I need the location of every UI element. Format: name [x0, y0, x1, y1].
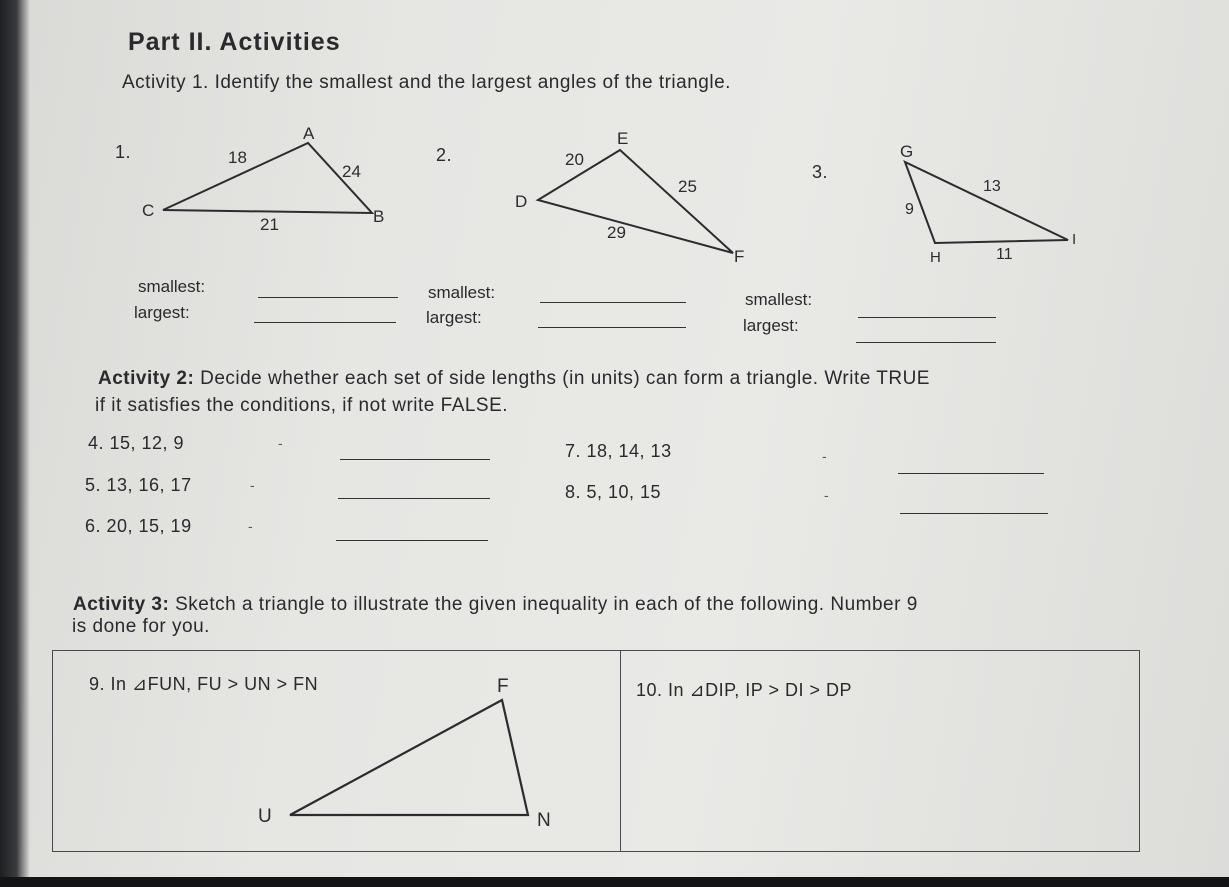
- triangle-fun-vertex-f: F: [497, 676, 509, 697]
- activity2-item-8: 8. 5, 10, 15: [565, 482, 662, 502]
- triangle-2-side-de: 20: [565, 150, 584, 169]
- triangle-2-side-df: 29: [607, 223, 626, 242]
- triangle-2-largest-label: largest:: [426, 308, 482, 327]
- triangle-1-vertex-a: A: [303, 124, 315, 143]
- triangle-3-side-hi: 11: [996, 246, 1013, 263]
- triangle-fun-vertex-n: N: [537, 810, 551, 831]
- triangle-3-vertex-g: G: [900, 142, 914, 161]
- item-10-sketch-area[interactable]: [640, 710, 1130, 840]
- triangle-1-vertex-c: C: [142, 201, 155, 220]
- triangle-3-number: 3.: [812, 162, 829, 182]
- part-title: Part II. Activities: [128, 28, 341, 56]
- triangle-1-vertex-b: B: [373, 207, 385, 226]
- page-shadow-bottom: [0, 877, 1229, 887]
- activity2-item-7-dash: -: [822, 448, 827, 464]
- triangle-1-side-ab: 24: [342, 162, 361, 181]
- triangle-1: [142, 124, 384, 234]
- activity3-item-10: 10. In ⊿DIP, IP > DI > DP: [636, 680, 853, 700]
- triangle-3-largest-blank[interactable]: [856, 342, 996, 343]
- activity2-item-7: 7. 18, 14, 13: [565, 441, 672, 461]
- triangle-3-largest-label: largest:: [743, 316, 799, 335]
- activity2-item-6: 6. 20, 15, 19: [85, 516, 192, 536]
- activity2-title-rest: Decide whether each set of side lengths (in units) can form a triangle. Write TRUE: [194, 368, 930, 389]
- activity2-item-5-blank[interactable]: [338, 498, 490, 499]
- activity2-item-4-blank[interactable]: [340, 459, 490, 460]
- triangle-3-side-gh: 9: [905, 201, 914, 218]
- triangle-1-smallest-label: smallest:: [138, 277, 206, 296]
- activity2-item-5-dash: -: [250, 477, 255, 493]
- triangle-2-side-ef: 25: [678, 177, 697, 196]
- activity3-title: [73, 594, 918, 616]
- triangle-1-side-cb: 21: [260, 215, 279, 234]
- triangle-2-smallest-label: smallest:: [428, 283, 496, 302]
- triangle-3-side-gi: 13: [983, 178, 1001, 195]
- triangle-2-vertex-e: E: [617, 129, 629, 148]
- triangle-3: [900, 142, 1076, 266]
- activity2-title: [98, 368, 930, 390]
- activity2-item-8-dash: -: [824, 487, 829, 503]
- activity2-title-bold: Activity 2:: [98, 368, 195, 389]
- triangle-fun-vertex-u: U: [258, 806, 272, 827]
- activity2-item-7-blank[interactable]: [898, 473, 1044, 474]
- triangle-2-largest-blank[interactable]: [538, 327, 686, 328]
- triangle-1-smallest-blank[interactable]: [258, 297, 398, 298]
- triangle-1-side-ca: 18: [228, 148, 247, 167]
- triangle-2-vertex-d: D: [515, 192, 528, 211]
- triangle-2: [515, 129, 744, 266]
- activity2-item-6-dash: -: [248, 518, 253, 534]
- triangle-3-vertex-h: H: [930, 249, 941, 266]
- triangle-3-vertex-i: I: [1072, 231, 1077, 248]
- activity2-title-line2: if it satisfies the conditions, if not write FALSE.: [95, 395, 509, 416]
- triangle-2-vertex-f: F: [734, 247, 745, 266]
- activity3-title-line2: is done for you.: [72, 616, 210, 637]
- activity2-item-8-blank[interactable]: [900, 513, 1048, 514]
- triangle-1-largest-blank[interactable]: [254, 322, 396, 323]
- activity2-item-5: 5. 13, 16, 17: [85, 475, 192, 495]
- triangle-1-largest-label: largest:: [134, 303, 190, 322]
- activity2-item-4-dash: -: [278, 435, 283, 451]
- triangle-2-smallest-blank[interactable]: [540, 302, 686, 303]
- triangle-3-smallest-blank[interactable]: [858, 317, 996, 318]
- sketch-box-divider: [620, 651, 621, 851]
- triangle-1-number: 1.: [115, 142, 132, 162]
- activity3-title-bold: Activity 3:: [73, 594, 170, 615]
- activity2-item-4: 4. 15, 12, 9: [88, 433, 185, 453]
- activity1-title: Activity 1. Identify the smallest and the largest angles of the triangle.: [122, 72, 731, 93]
- triangle-2-number: 2.: [436, 145, 453, 165]
- activity3-title-rest: Sketch a triangle to illustrate the given inequality in each of the following. Number 9: [169, 594, 918, 615]
- activity3-item-9: 9. In ⊿FUN, FU > UN > FN: [89, 674, 319, 694]
- activity2-item-6-blank[interactable]: [336, 540, 488, 541]
- triangle-3-smallest-label: smallest:: [745, 290, 813, 309]
